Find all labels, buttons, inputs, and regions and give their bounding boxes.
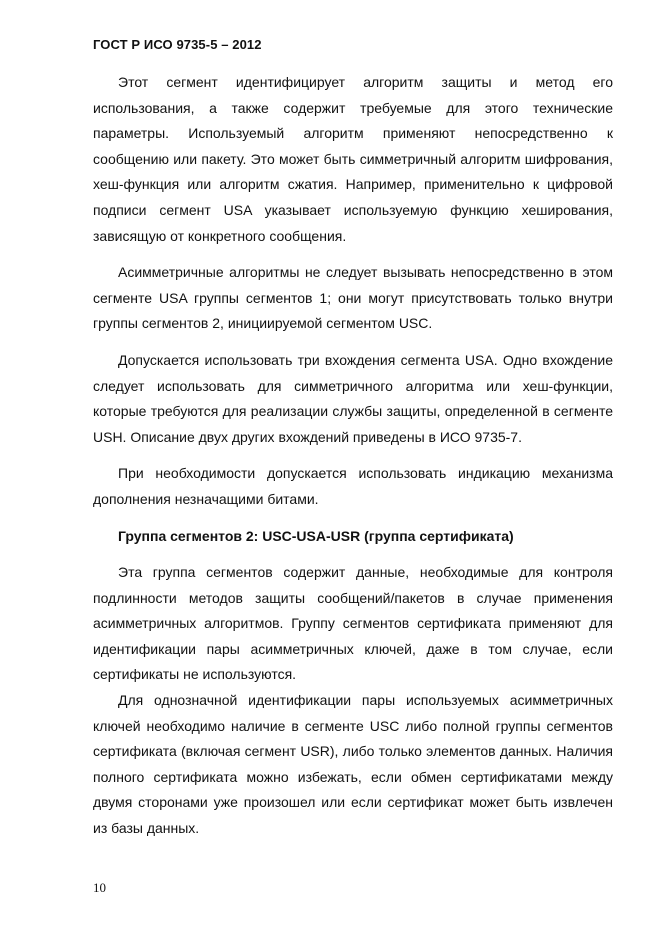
paragraph-certificate-group: Эта группа сегментов содержит данные, необходимые для контроля подлинности методов защиты сообщений/пакетов в случае применения асимметричных алгоритмов. Группу сегментов сертификата применяют для идентификации пары асимметричных ключей, даже в том случае, если сертификаты не используются. xyxy=(93,564,613,683)
page-number: 10 xyxy=(93,880,106,895)
paragraph-key-identification: Для однозначной идентификации пары используемых асимметричных ключей необходимо наличие в сегменте USC либо полной группы сегментов сертификата (включая сегмент USR), либо только элементов данных. Наличия полного сертификата можно избежать, если обмен сертификатами между двумя сторонами уже произошел или если сертификат может быть извлечен из базы данных. xyxy=(93,692,613,837)
paragraph-usa-occurrences: Допускается использовать три вхождения сегмента USA. Одно вхождение следует использовать для симметричного алгоритма или хеш-функции, которые требуются для реализации службы защиты, определенной в сегменте USH. Описание двух других вхождений приведены в ИСО 9735-7. xyxy=(93,351,613,445)
document-header: ГОСТ Р ИСО 9735-5 – 2012 xyxy=(93,37,262,52)
document-body xyxy=(93,70,613,842)
paragraph-asymmetric-algorithms: Асимметричные алгоритмы не следует вызывать непосредственно в этом сегменте USA группы сегментов 1; они могут присутствовать только внутри группы сегментов 2, инициируемой сегментом USC. xyxy=(93,264,613,332)
paragraph-padding-indication: При необходимости допускается использовать индикацию механизма дополнения незначащими битами. xyxy=(93,465,613,507)
paragraph-usa-description: Этот сегмент идентифицирует алгоритм защиты и метод его использования, а также содержит требуемые для этого технические параметры. Используемый алгоритм применяют непосредственно к сообщению или пакету. Это может быть симметричный алгоритм шифрования, хеш-функция или алгоритм сжатия. Например, применительно к цифровой подписи сегмент USA указывает используемую функцию хеширования, зависящую от конкретного сообщения. xyxy=(93,74,613,244)
section-heading-segment-group-2: Группа сегментов 2: USC-USA-USR (группа сертификата) xyxy=(118,527,514,544)
